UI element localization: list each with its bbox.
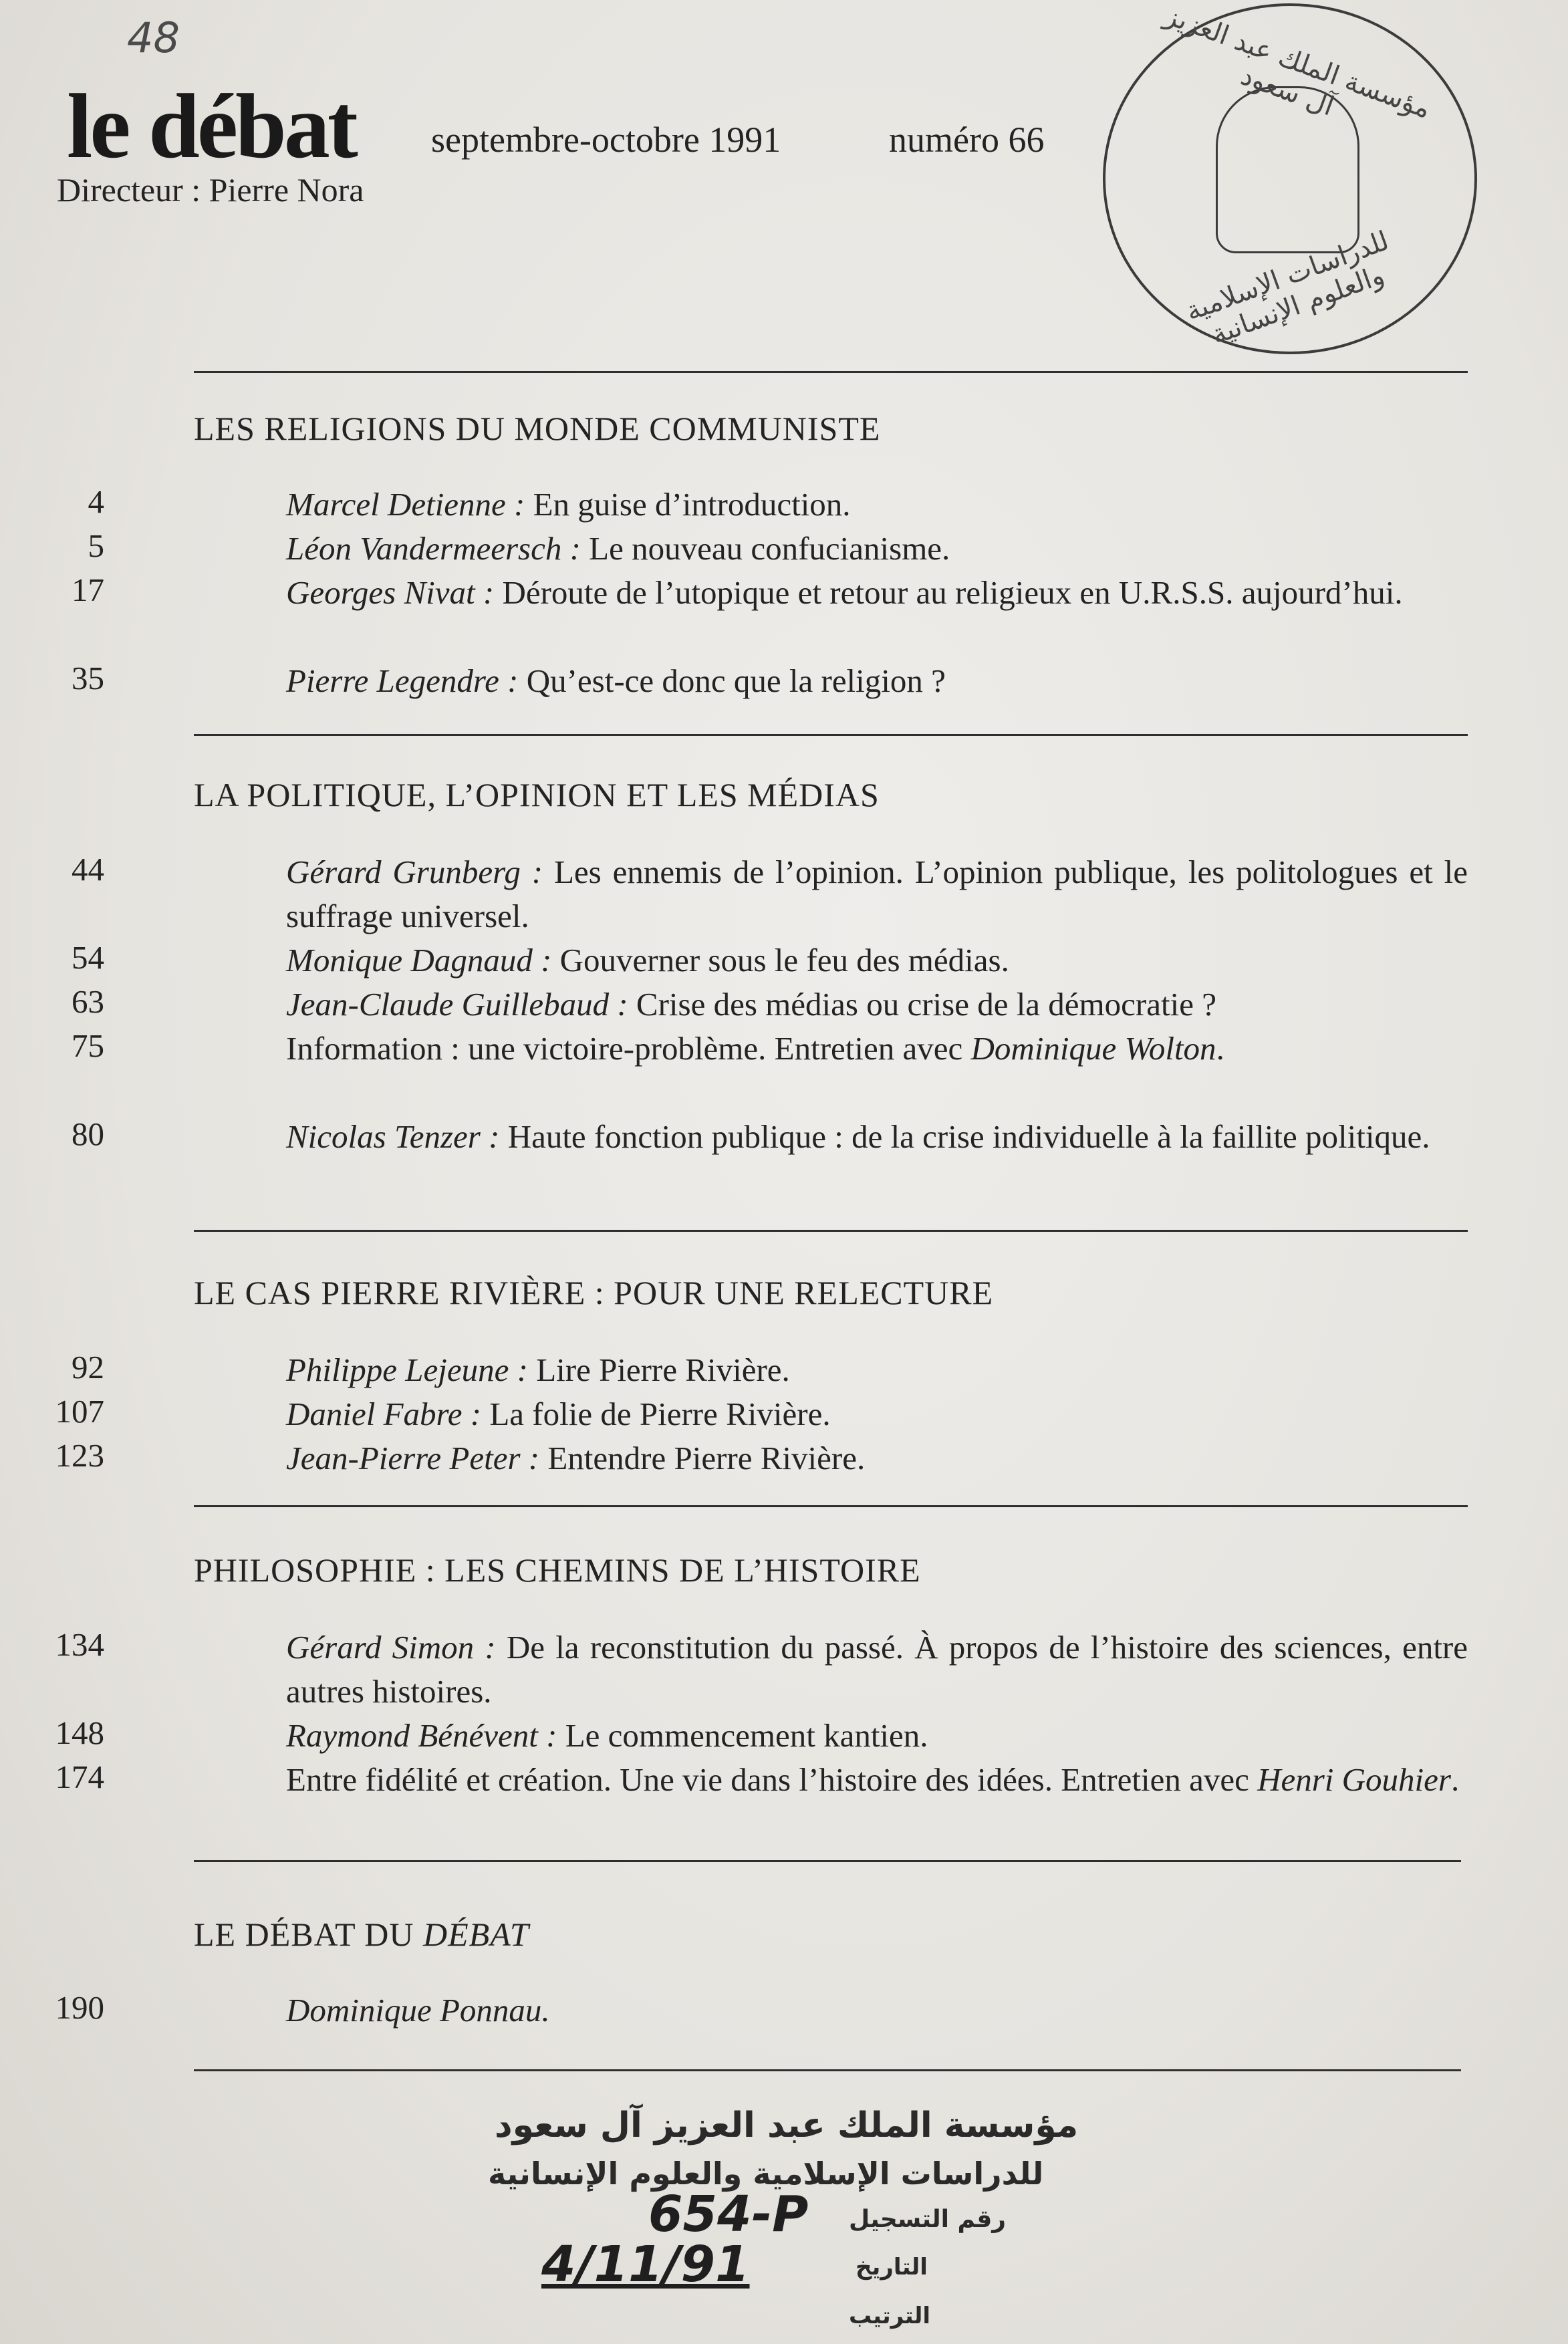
entry-author: Jean-Claude Guillebaud : xyxy=(286,986,628,1023)
entry-author: Léon Vandermeersch : xyxy=(286,530,581,567)
entry-author: Philippe Lejeune : xyxy=(286,1351,528,1388)
seal-ring xyxy=(1132,0,1446,351)
stamp-reg-label: رقم التسجيل xyxy=(849,2206,1007,2233)
page-number: 174 xyxy=(55,1759,104,1795)
section-title: LA POLITIQUE, L’OPINION ET LES MÉDIAS xyxy=(194,776,880,813)
page-number: 190 xyxy=(55,1989,104,2026)
entry-title: En guise d’introduction. xyxy=(525,486,851,523)
handwritten-note: 48 xyxy=(127,13,180,62)
seal-ring-top: مؤسسة الملك عبد العزيز آل سعود xyxy=(1161,0,1435,125)
entry-author: Daniel Fabre : xyxy=(286,1396,482,1432)
entry-title-end: . xyxy=(1216,1030,1224,1067)
section-title-text: LE DÉBAT DU xyxy=(194,1916,424,1953)
page-number: 44 xyxy=(72,851,104,888)
divider xyxy=(194,1505,1468,1507)
entry-author: Raymond Bénévent : xyxy=(286,1717,557,1754)
entry-author: Henri Gouhier xyxy=(1257,1761,1451,1798)
entry-author: Dominique Ponnau. xyxy=(286,1992,550,2029)
stamp-line-1: مؤسسة الملك عبد العزيز آل سعود xyxy=(495,2105,1079,2145)
entry-author: Gérard Grunberg : xyxy=(286,854,543,890)
divider xyxy=(194,371,1468,373)
entry-title-end: . xyxy=(1450,1761,1460,1798)
entry-title: Entendre Pierre Rivière. xyxy=(539,1440,866,1476)
page-number: 148 xyxy=(55,1714,104,1751)
entry-title: Haute fonction publique : de la crise individuelle à la faillite politique. xyxy=(499,1118,1430,1155)
registration-number: 654-P xyxy=(648,2186,809,2243)
entry-title: Gouverner sous le feu des médias. xyxy=(551,942,1009,979)
entry-title: De la reconstitution du passé. À propos de l’histoire des sciences, entre autres histoires. xyxy=(286,1629,1468,1710)
entry-title: Lire Pierre Rivière. xyxy=(527,1351,790,1388)
entry-title: Les ennemis de l’opinion. L’opinion publique, les politologues et le suffrage universel. xyxy=(286,854,1468,934)
divider xyxy=(194,2069,1461,2071)
page-number: 35 xyxy=(72,660,104,696)
entry-title: Le nouveau confucianisme. xyxy=(580,530,950,567)
page-number: 134 xyxy=(55,1626,104,1663)
page-number: 75 xyxy=(72,1027,104,1064)
page-number: 17 xyxy=(72,571,104,608)
issue-date: septembre-octobre 1991 xyxy=(431,120,781,160)
stamp-order-label: الترتيب xyxy=(849,2303,931,2329)
divider xyxy=(194,734,1468,736)
entry-title: Crise des médias ou crise de la démocratie ? xyxy=(628,986,1216,1023)
entry-title: Qu’est-ce donc que la religion ? xyxy=(518,662,946,699)
entry-author: Nicolas Tenzer : xyxy=(286,1118,500,1155)
stamp-line-2: للدراسات الإسلامية والعلوم الإنسانية xyxy=(488,2156,1044,2192)
page-number: 123 xyxy=(55,1437,104,1474)
section-title: LE CAS PIERRE RIVIÈRE : POUR UNE RELECTURE xyxy=(194,1274,994,1311)
page-number: 107 xyxy=(55,1393,104,1430)
section-title-italic: DÉBAT xyxy=(423,1916,529,1953)
page-number: 92 xyxy=(72,1349,104,1386)
entry-author: Jean-Pierre Peter : xyxy=(286,1440,540,1476)
entry-title: Entre fidélité et création. Une vie dans l’histoire des idées. Entretien avec xyxy=(286,1761,1258,1798)
entry-title: La folie de Pierre Rivière. xyxy=(481,1396,831,1432)
entry-author: Monique Dagnaud : xyxy=(286,942,552,979)
page-number: 54 xyxy=(72,939,104,976)
section-title xyxy=(194,1915,529,1954)
entry-author: Marcel Detienne : xyxy=(286,486,525,523)
stamp-date-label: التاريخ xyxy=(856,2254,928,2281)
registration-date: 4/11/91 xyxy=(541,2236,750,2293)
section-title: LES RELIGIONS DU MONDE COMMUNISTE xyxy=(194,410,881,447)
page-number: 80 xyxy=(72,1116,104,1152)
section-title: PHILOSOPHIE : LES CHEMINS DE L’HISTOIRE xyxy=(194,1551,921,1589)
entry-author: Georges Nivat : xyxy=(286,574,495,611)
entry-author: Gérard Simon : xyxy=(286,1629,496,1666)
page-number: 63 xyxy=(72,983,104,1020)
divider xyxy=(194,1860,1461,1862)
library-seal-icon xyxy=(1103,0,1477,354)
director-line: Directeur : Pierre Nora xyxy=(57,171,364,209)
seal-ring-bottom: للدراسات الإسلامية والعلوم الإنسانية xyxy=(1182,225,1393,351)
journal-logo: le débat xyxy=(67,75,356,177)
divider xyxy=(194,1230,1468,1232)
entry-title: Déroute de l’utopique et retour au religieux en U.R.S.S. aujourd’hui. xyxy=(494,574,1403,611)
entry-author: Dominique Wolton xyxy=(970,1030,1216,1067)
entry-title: Le commencement kantien. xyxy=(557,1717,928,1754)
page-number: 5 xyxy=(88,527,104,564)
entry-author: Pierre Legendre : xyxy=(286,662,519,699)
issue-number: numéro 66 xyxy=(889,120,1045,160)
entry-title: Information : une victoire-problème. Entretien avec xyxy=(286,1030,971,1067)
page-number: 4 xyxy=(88,483,104,520)
